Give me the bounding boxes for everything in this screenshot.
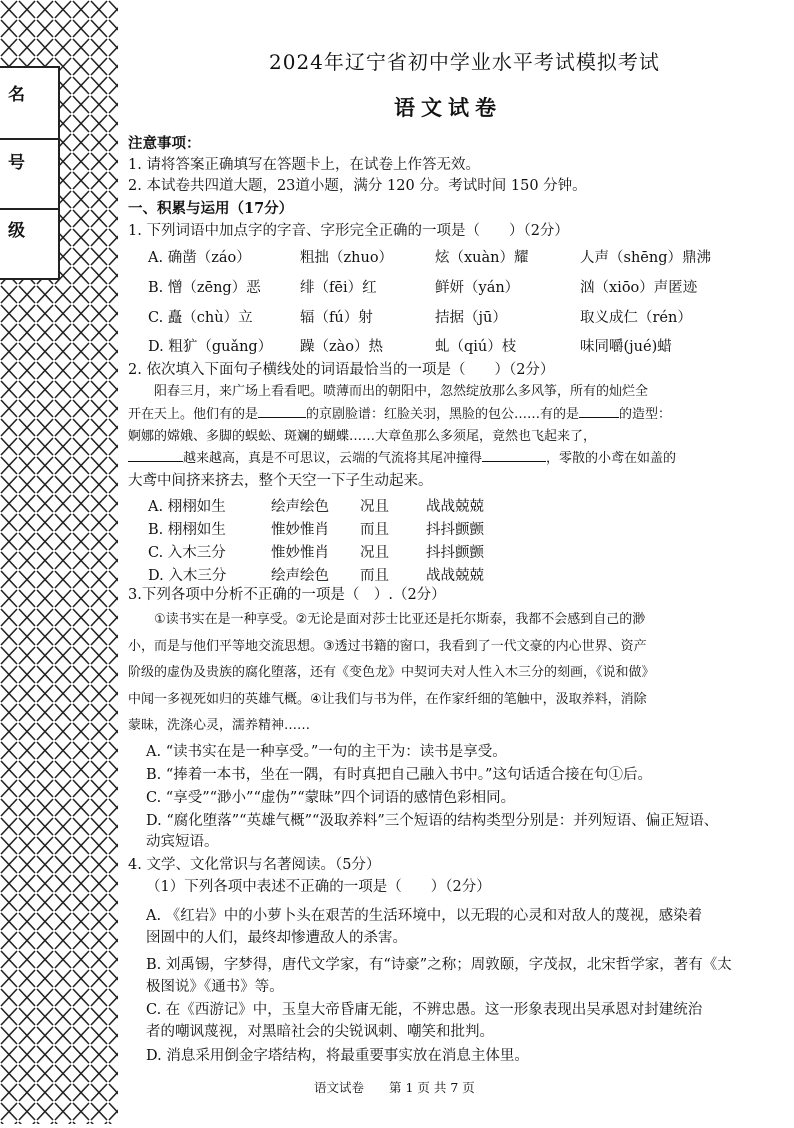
option-cell: 人声（shēng）鼎沸 <box>580 250 711 266</box>
option-cell: 况且 <box>360 545 389 561</box>
student-info-box <box>0 66 60 280</box>
option-cell: 鲜妍（yán） <box>435 280 520 296</box>
passage-line: 大鸢中间挤来挤去，整个天空一下子生动起来。 <box>128 473 433 489</box>
option-cell: 抖抖颤颤 <box>426 522 484 538</box>
notice-item: 1. 请将答案正确填写在答题卡上，在试卷上作答无效。 <box>128 157 480 173</box>
option-line: C. “享受”“渺小”“虚伪”“蒙昧”四个词语的感情色彩相同。 <box>146 790 516 806</box>
option-cell: 拮据（jū） <box>435 310 507 326</box>
option-cell: 粗拙（zhuo） <box>300 250 394 266</box>
option-cell: 况且 <box>360 499 389 515</box>
option-cell: 惟妙惟肖 <box>271 522 329 538</box>
option-cell: 绘声绘色 <box>271 568 329 584</box>
option-cell: C. 入木三分 <box>148 545 226 561</box>
option-cell: 辐（fú）射 <box>300 310 373 326</box>
passage-line: 越来越高，真是不可思议，云端的气流将其尾冲撞得 ，零散的小鸢在如盖的 <box>128 449 676 469</box>
option-cell: A. 确凿（záo） <box>148 250 251 266</box>
option-cell: 虬（qiú）枝 <box>435 339 517 355</box>
notice-heading: 注意事项： <box>128 135 201 152</box>
question-4-stem: 4. 文学、文化常识与名著阅读。（5分） <box>128 857 381 873</box>
notice-item: 2. 本试卷共四道大题，23道小题，满分 120 分。考试时间 150 分钟。 <box>128 178 587 194</box>
option-cell: 抖抖颤颤 <box>426 545 484 561</box>
number-label: 号 <box>8 153 25 173</box>
option-cell: 绯（fēi）红 <box>300 280 377 296</box>
passage-line: 小，而是与他们平等地交流思想。③透过书籍的窗口，我看到了一代文豪的内心世界、资产 <box>128 639 647 654</box>
option-line: A. 《红岩》中的小萝卜头在艰苦的生活环境中，以无瑕的心灵和对敌人的蔑视，感染着 <box>146 908 703 924</box>
option-line: 极图说》《通书》等。 <box>146 979 284 995</box>
option-cell: 炫（xuàn）耀 <box>435 250 529 266</box>
option-cell: 汹（xiōo）声匿迹 <box>580 280 698 296</box>
option-cell: B. 栩栩如生 <box>148 522 226 538</box>
question-2-stem: 2. 依次填入下面句子横线处的词语最恰当的一项是（ ）（2分） <box>128 362 555 378</box>
section-heading: 一、积累与运用（17分） <box>128 200 294 217</box>
option-cell: 战战兢兢 <box>426 499 484 515</box>
exam-subtitle: 语文试卷 <box>394 95 502 120</box>
option-line: B. 刘禹锡，字梦得，唐代文学家，有“诗豪”之称；周敦颐，字茂叔，北宋哲学家，著有《太 <box>146 957 732 973</box>
passage-line: ①读书实在是一种享受。②无论是面对莎士比亚还是托尔斯泰，我都不会感到自己的渺 <box>154 612 646 627</box>
option-cell: 而且 <box>360 568 389 584</box>
exam-title: 2024年辽宁省初中学业水平考试模拟考试 <box>269 50 660 74</box>
option-cell: A. 栩栩如生 <box>148 499 226 515</box>
question-1-stem: 1. 下列词语中加点字的字音、字形完全正确的一项是（ ）（2分） <box>128 223 569 239</box>
passage-line: 蒙昧，洗涤心灵，濡养精神…… <box>128 718 311 733</box>
option-cell: 而且 <box>360 522 389 538</box>
option-cell: 战战兢兢 <box>426 568 484 584</box>
option-cell: C. 矗（chù）立 <box>148 310 253 326</box>
option-line: A. “读书实在是一种享受。”一句的主干为：读书是享受。 <box>146 744 507 760</box>
option-line: B. “捧着一本书，坐在一隅，有时真把自己融入书中。”这句话适合接在句①后。 <box>146 767 652 783</box>
class-label: 级 <box>8 221 25 241</box>
option-cell: 躁（zào）热 <box>300 339 384 355</box>
binding-margin <box>0 0 118 1124</box>
passage-line: 中闻一多视死如归的英雄气概。④让我们与书为伴，在作家纤细的笔触中，汲取养料，消除 <box>128 692 647 707</box>
option-cell: 惟妙惟肖 <box>271 545 329 561</box>
name-label: 名 <box>8 85 25 105</box>
option-line: C. 在《西游记》中，玉皇大帝昏庸无能，不辨忠愚。这一形象表现出吴承恩对封建统治 <box>146 1002 703 1018</box>
option-line: 者的嘲讽蔑视，对黑暗社会的尖锐讽刺、嘲笑和批判。 <box>146 1024 494 1040</box>
option-line: 囹圄中的人们，最终却惨遭敌人的杀害。 <box>146 930 407 946</box>
option-cell: 取义成仁（rén） <box>580 310 692 326</box>
passage-line: 阳春三月，来广场上看看吧。喷薄而出的朝阳中，忽然绽放那么多风筝，所有的灿烂全 <box>154 384 649 399</box>
passage-line: 开在天上。他们有的是 的京剧脸谱：红脸关羽，黑脸的包公……有的是 的造型： <box>128 407 672 422</box>
option-cell: B. 憎（zēng）恶 <box>148 280 261 296</box>
option-line: D. “腐化堕落”“英雄气概”“汲取养料”三个短语的结构类型分别是：并列短语、偏正短语、 <box>146 813 719 829</box>
option-cell: D. 粗犷（guǎng） <box>148 339 273 355</box>
option-cell: D. 入木三分 <box>148 568 227 584</box>
option-cell: 绘声绘色 <box>271 499 329 515</box>
question-3-stem: 3.下列各项中分析不正确的一项是（ ）.（2分） <box>128 587 446 603</box>
question-4-sub: （1）下列各项中表述不正确的一项是（ ）（2分） <box>146 879 491 895</box>
option-line: 动宾短语。 <box>146 834 219 850</box>
passage-line: 阶级的虚伪及贵族的腐化堕落，还有《变色龙》中契诃夫对人性入木三分的刻画，《说和做》 <box>128 665 655 680</box>
page-footer: 语文试卷 第 1 页 共 7 页 <box>314 1080 475 1095</box>
option-line: D. 消息采用倒金字塔结构，将最重要事实放在消息主体里。 <box>146 1048 529 1064</box>
passage-line: 婀娜的嫦娥、多脚的蜈蚣、斑斓的蝴蝶……大章鱼那么多须尾，竟然也飞起来了， <box>128 429 597 444</box>
option-cell: 味同嚼(jué)蜡 <box>580 339 672 355</box>
